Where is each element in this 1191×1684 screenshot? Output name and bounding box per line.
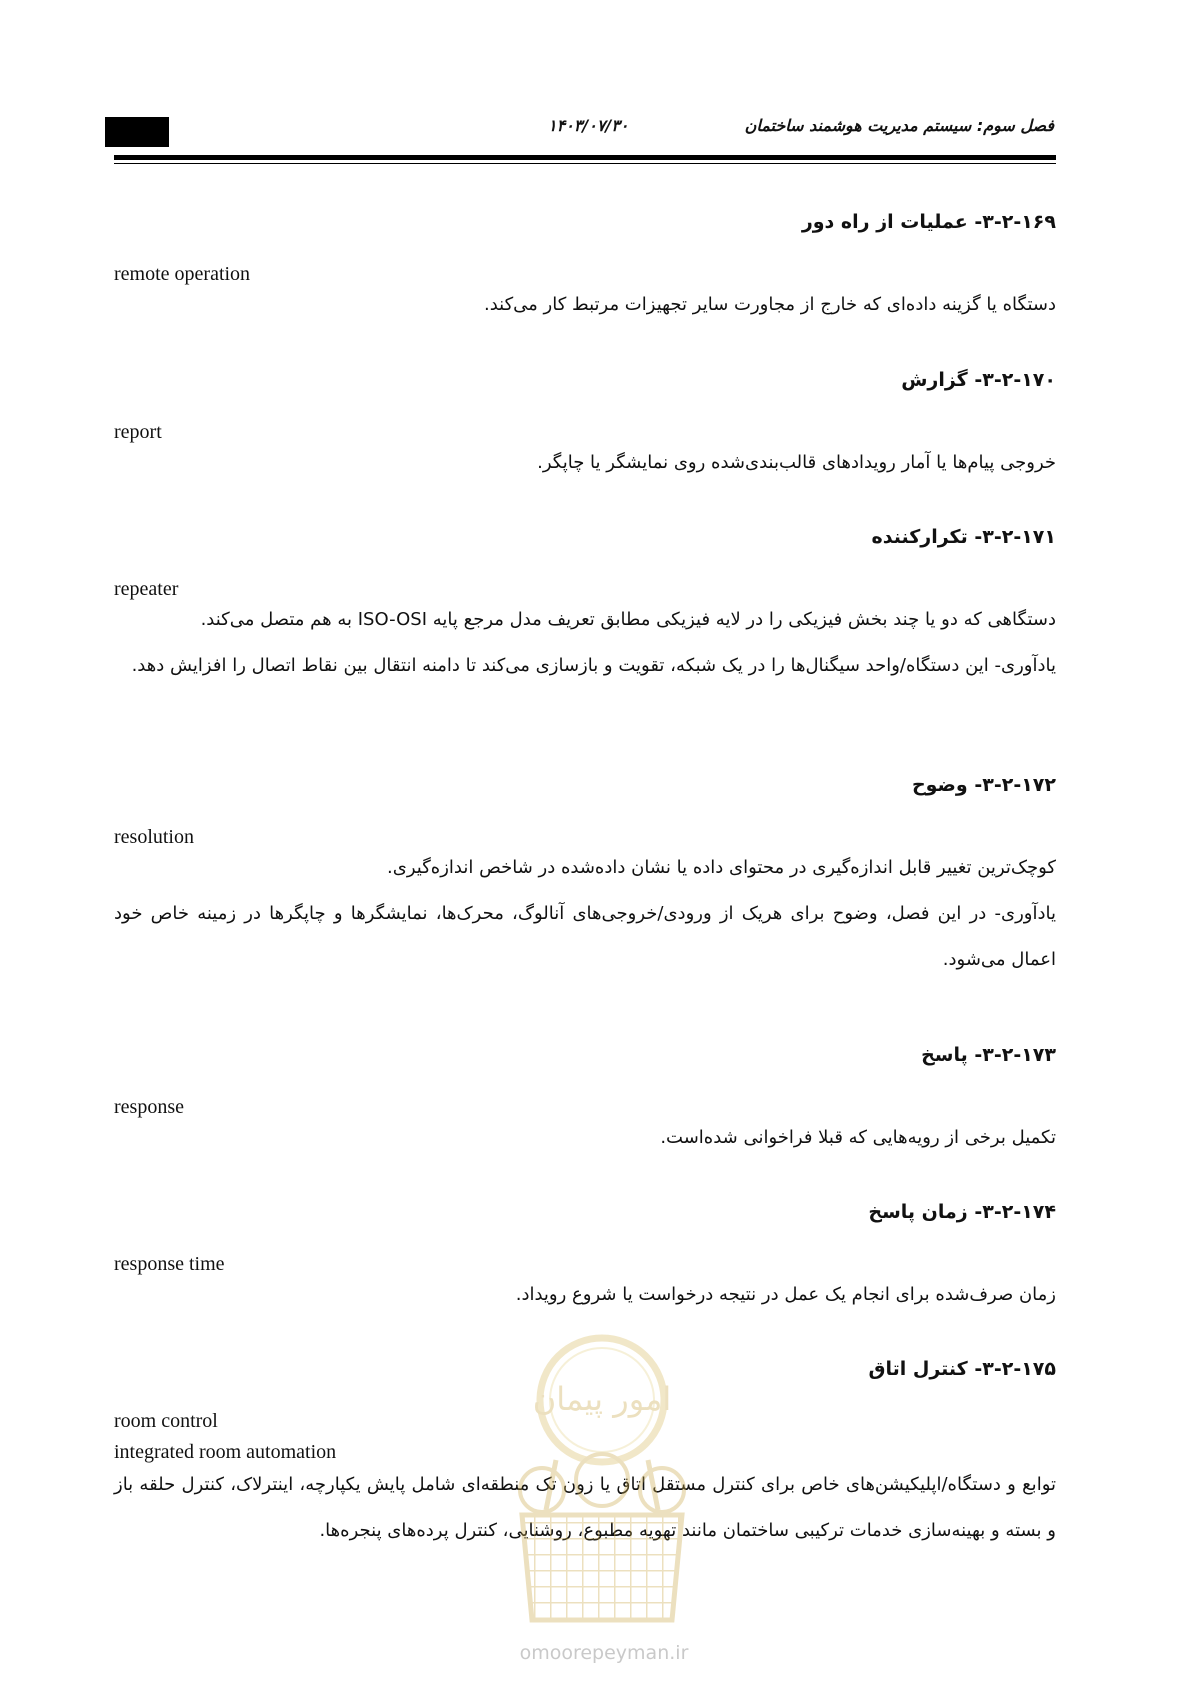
term-definition: خروجی پیام‌ها یا آمار رویدادهای قالب‌بندی‌شده روی نمایشگر یا چاپگر. xyxy=(537,452,1056,473)
header-rule-thin xyxy=(114,163,1056,164)
term-english: room control xyxy=(114,1410,218,1432)
term-english: resolution xyxy=(114,826,194,848)
chapter-title: فصل سوم: سیستم مدیریت هوشمند ساختمان xyxy=(744,116,1054,135)
term-english: remote operation xyxy=(114,263,251,285)
term-english: report xyxy=(114,421,162,443)
term-note: یادآوری- این دستگاه/واحد سیگنال‌ها را در یک شبکه، تقویت و بازسازی می‌کند تا دامنه انتقال بین نقاط اتصال را افزایش دهد. xyxy=(131,655,1056,676)
page-number-box xyxy=(105,117,169,147)
entry-173 xyxy=(114,1040,1056,1161)
term-english: response time xyxy=(114,1253,225,1275)
entry-170 xyxy=(114,365,1056,486)
term-english-alt: integrated room automation xyxy=(114,1441,337,1463)
term-definition: دستگاهی که دو یا چند بخش فیزیکی را در لایه فیزیکی مطابق تعریف مدل مرجع پایه ISO-OSI به هم متصل می‌کند. xyxy=(200,609,1056,630)
term-english: response xyxy=(114,1096,184,1118)
watermark-url: omoorepeyman.ir xyxy=(519,1642,689,1664)
term-heading: ۳-۲-۱۷۲- وضوح xyxy=(911,774,1056,796)
term-definition: کوچک‌ترین تغییر قابل اندازه‌گیری در محتوای داده یا نشان داده‌شده در شاخص اندازه‌گیری. xyxy=(387,857,1056,878)
term-definition: توابع و دستگاه/اپلیکیشن‌های خاص برای کنترل مستقل اتاق یا زون تک منطقه‌ای شامل پایش یکپارچه، اینترلاک، کنترل حلقه باز و بسته و بهینه‌سازی خدمات ترکیبی ساختمان مانند تهویه مطبوع، روشنایی، کنترل پرده‌های پنجره‌ها. xyxy=(114,1474,1056,1541)
entry-174 xyxy=(114,1197,1056,1318)
term-heading: ۳-۲-۱۷۴- زمان پاسخ xyxy=(868,1201,1056,1223)
term-heading: ۳-۲-۱۷۵- کنترل اتاق xyxy=(868,1358,1056,1380)
term-english: repeater xyxy=(114,578,179,600)
term-definition: دستگاه یا گزینه داده‌ای که خارج از مجاورت سایر تجهیزات مرتبط کار می‌کند. xyxy=(483,294,1056,315)
header-rule xyxy=(114,155,1056,160)
term-note: یادآوری- در این فصل، وضوح برای هریک از ورودی/خروجی‌های آنالوگ، محرک‌ها، نمایشگرها و چاپگرها در زمینه خاص خود اعمال می‌شود. xyxy=(114,903,1056,970)
watermark-logo-text: امور پیمان xyxy=(532,1380,672,1418)
term-heading: ۳-۲-۱۷۰- گزارش xyxy=(901,369,1056,391)
watermark-logo xyxy=(486,1330,718,1630)
entry-172 xyxy=(114,770,1056,983)
entry-169 xyxy=(114,207,1056,328)
term-heading: ۳-۲-۱۷۳- پاسخ xyxy=(921,1044,1056,1066)
term-heading: ۳-۲-۱۶۹- عملیات از راه دور xyxy=(801,211,1056,233)
term-definition: زمان صرف‌شده برای انجام یک عمل در نتیجه درخواست یا شروع رویداد. xyxy=(515,1284,1056,1305)
term-heading: ۳-۲-۱۷۱- تکرارکننده xyxy=(871,526,1056,548)
entry-171 xyxy=(114,522,1056,689)
header-date: ۱۴۰۳/۰۷/۳۰ xyxy=(548,116,629,135)
term-definition: تکمیل برخی از رویه‌هایی که قبلا فراخوانی شده‌است. xyxy=(660,1127,1056,1148)
